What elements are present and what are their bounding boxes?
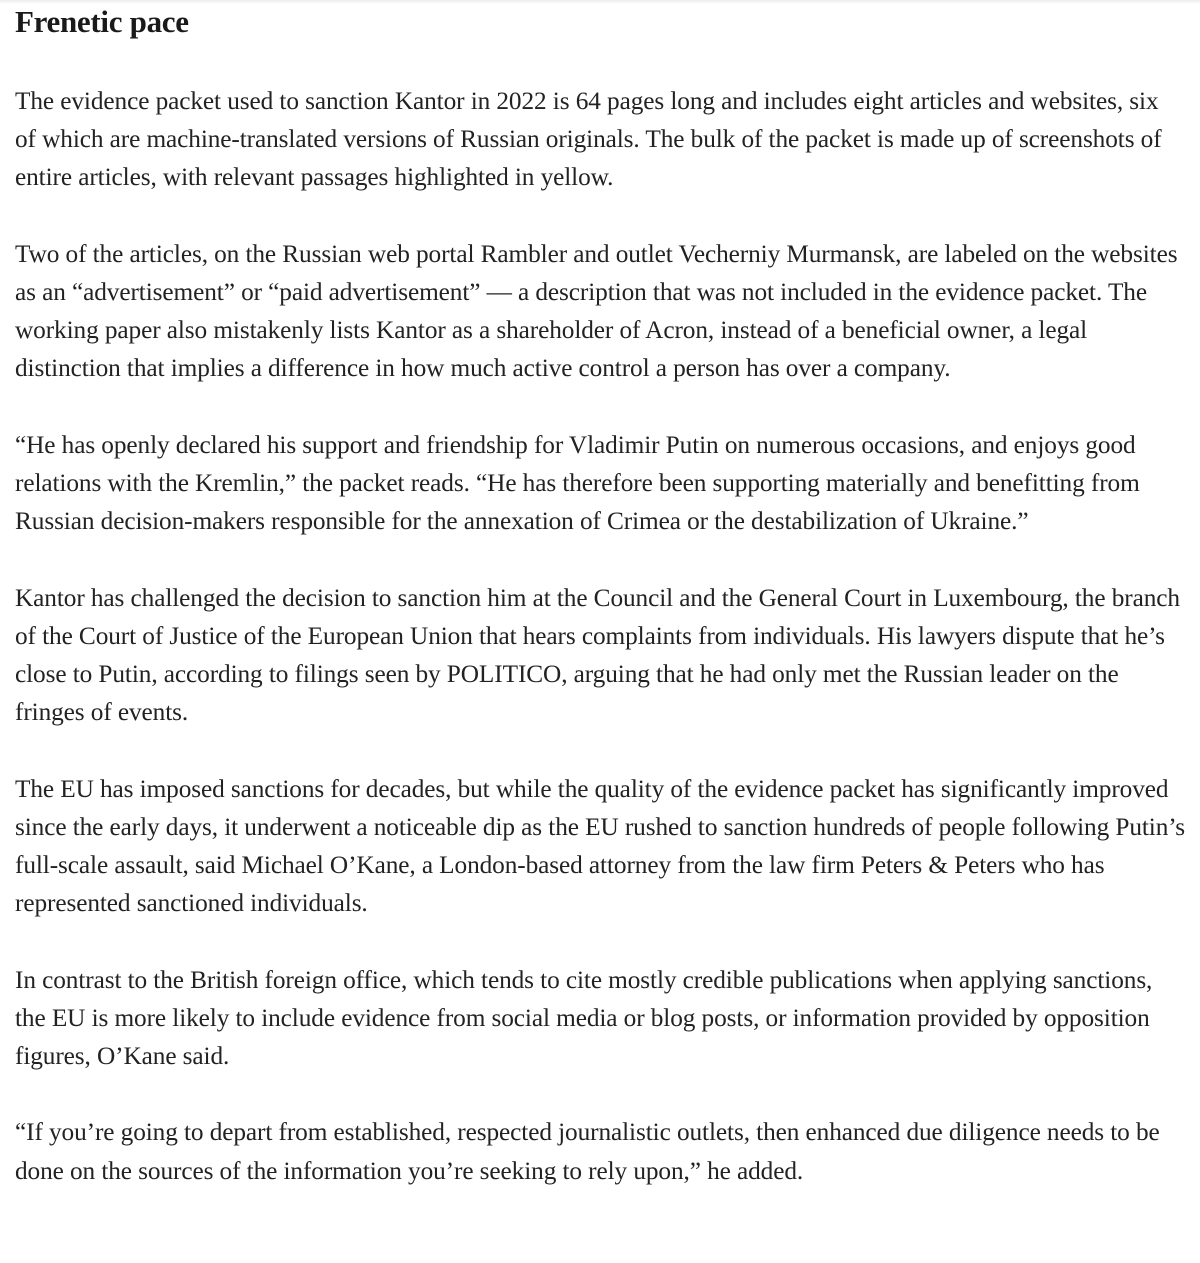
paragraph-advertisements: Two of the articles, on the Russian web portal Rambler and outlet Vecherniy Murmansk, are labeled on the websites as an “advertisement” or “paid advertisement” — a description that was not included in the evidence packet. The working paper also mistakenly lists Kantor as a shareholder of Acron, instead of a beneficial owner, a legal distinction that implies a difference in how much active control a person has over a company. xyxy=(15,239,1178,383)
paragraph-court-challenge: Kantor has challenged the decision to sanction him at the Council and the General Court in Luxembourg, the branch of the Court of Justice of the European Union that hears complaints from individuals. His lawyers dispute that he’s close to Putin, according to filings seen by POLITICO, arguing that he had only met the Russian leader on the fringes of events. xyxy=(15,583,1180,727)
paragraph-british-comparison: In contrast to the British foreign office, which tends to cite mostly credible publications when applying sanctions, the EU is more likely to include evidence from social media or blog posts, or information provided by opposition figures, O’Kane said. xyxy=(15,965,1153,1070)
paragraph-due-diligence-quote: “If you’re going to depart from established, respected journalistic outlets, then enhanced due diligence needs to be done on the sources of the information you’re seeking to rely upon,” he added. xyxy=(15,1118,1160,1185)
paragraph-evidence-quality: The EU has imposed sanctions for decades, but while the quality of the evidence packet has significantly improved since the early days, it underwent a noticeable dip as the EU rushed to sanction hundreds of people following Putin’s full-scale assault, said Michael O’Kane, a London-based attorney from the law firm Peters & Peters who has represented sanctioned individuals. xyxy=(15,774,1185,918)
article-body xyxy=(15,0,1185,1190)
section-heading: Frenetic pace xyxy=(15,4,189,39)
paragraph-evidence-packet: The evidence packet used to sanction Kantor in 2022 is 64 pages long and includes eight articles and websites, six of which are machine-translated versions of Russian originals. The bulk of the packet is made up of screenshots of entire articles, with relevant passages highlighted in yellow. xyxy=(15,87,1162,192)
paragraph-packet-quote: “He has openly declared his support and friendship for Vladimir Putin on numerous occasions, and enjoys good relations with the Kremlin,” the packet reads. “He has therefore been supporting materially and benefitting from Russian decision-makers responsible for the annexation of Crimea or the destabilization of Ukraine.” xyxy=(15,430,1140,536)
